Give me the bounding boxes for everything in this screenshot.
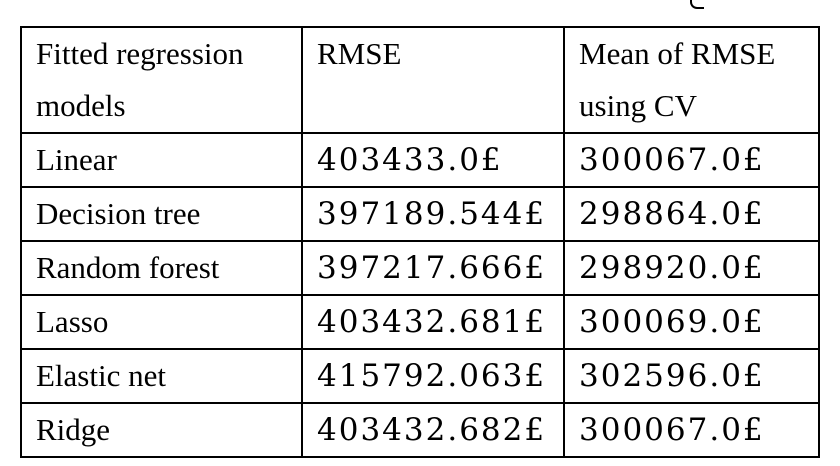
header-cv-line2: using CV — [579, 88, 697, 123]
cell-model: Elastic net — [21, 349, 302, 403]
regression-results-table — [20, 26, 820, 458]
cell-cv: 302596.0£ — [564, 349, 819, 403]
cell-model: Linear — [21, 133, 302, 187]
cell-cv: 298864.0£ — [564, 187, 819, 241]
cell-model: Ridge — [21, 403, 302, 457]
cell-rmse: 403432.681£ — [302, 295, 564, 349]
header-model-line2: models — [36, 88, 126, 123]
cell-cv: 300067.0£ — [564, 133, 819, 187]
table-row — [21, 295, 819, 349]
header-fitted-models — [21, 27, 302, 133]
cell-cv: 298920.0£ — [564, 241, 819, 295]
header-rmse-label: RMSE — [317, 36, 402, 71]
table-row — [21, 133, 819, 187]
header-cv-line1: Mean of RMSE — [579, 36, 776, 71]
cell-model: Random forest — [21, 241, 302, 295]
cell-cv: 300069.0£ — [564, 295, 819, 349]
table-row — [21, 187, 819, 241]
table-header-row — [21, 27, 819, 133]
cell-rmse: 403432.682£ — [302, 403, 564, 457]
cell-rmse: 403433.0£ — [302, 133, 564, 187]
table-row — [21, 403, 819, 457]
header-rmse — [302, 27, 564, 133]
cell-rmse: 397189.544£ — [302, 187, 564, 241]
cell-rmse: 415792.063£ — [302, 349, 564, 403]
table-row — [21, 241, 819, 295]
cell-cv: 300067.0£ — [564, 403, 819, 457]
header-mean-rmse-cv — [564, 27, 819, 133]
header-model-line1: Fitted regression — [36, 36, 244, 71]
cell-model: Lasso — [21, 295, 302, 349]
cell-rmse: 397217.666£ — [302, 241, 564, 295]
cut-off-glyph — [690, 0, 704, 9]
table-row — [21, 349, 819, 403]
cell-model: Decision tree — [21, 187, 302, 241]
